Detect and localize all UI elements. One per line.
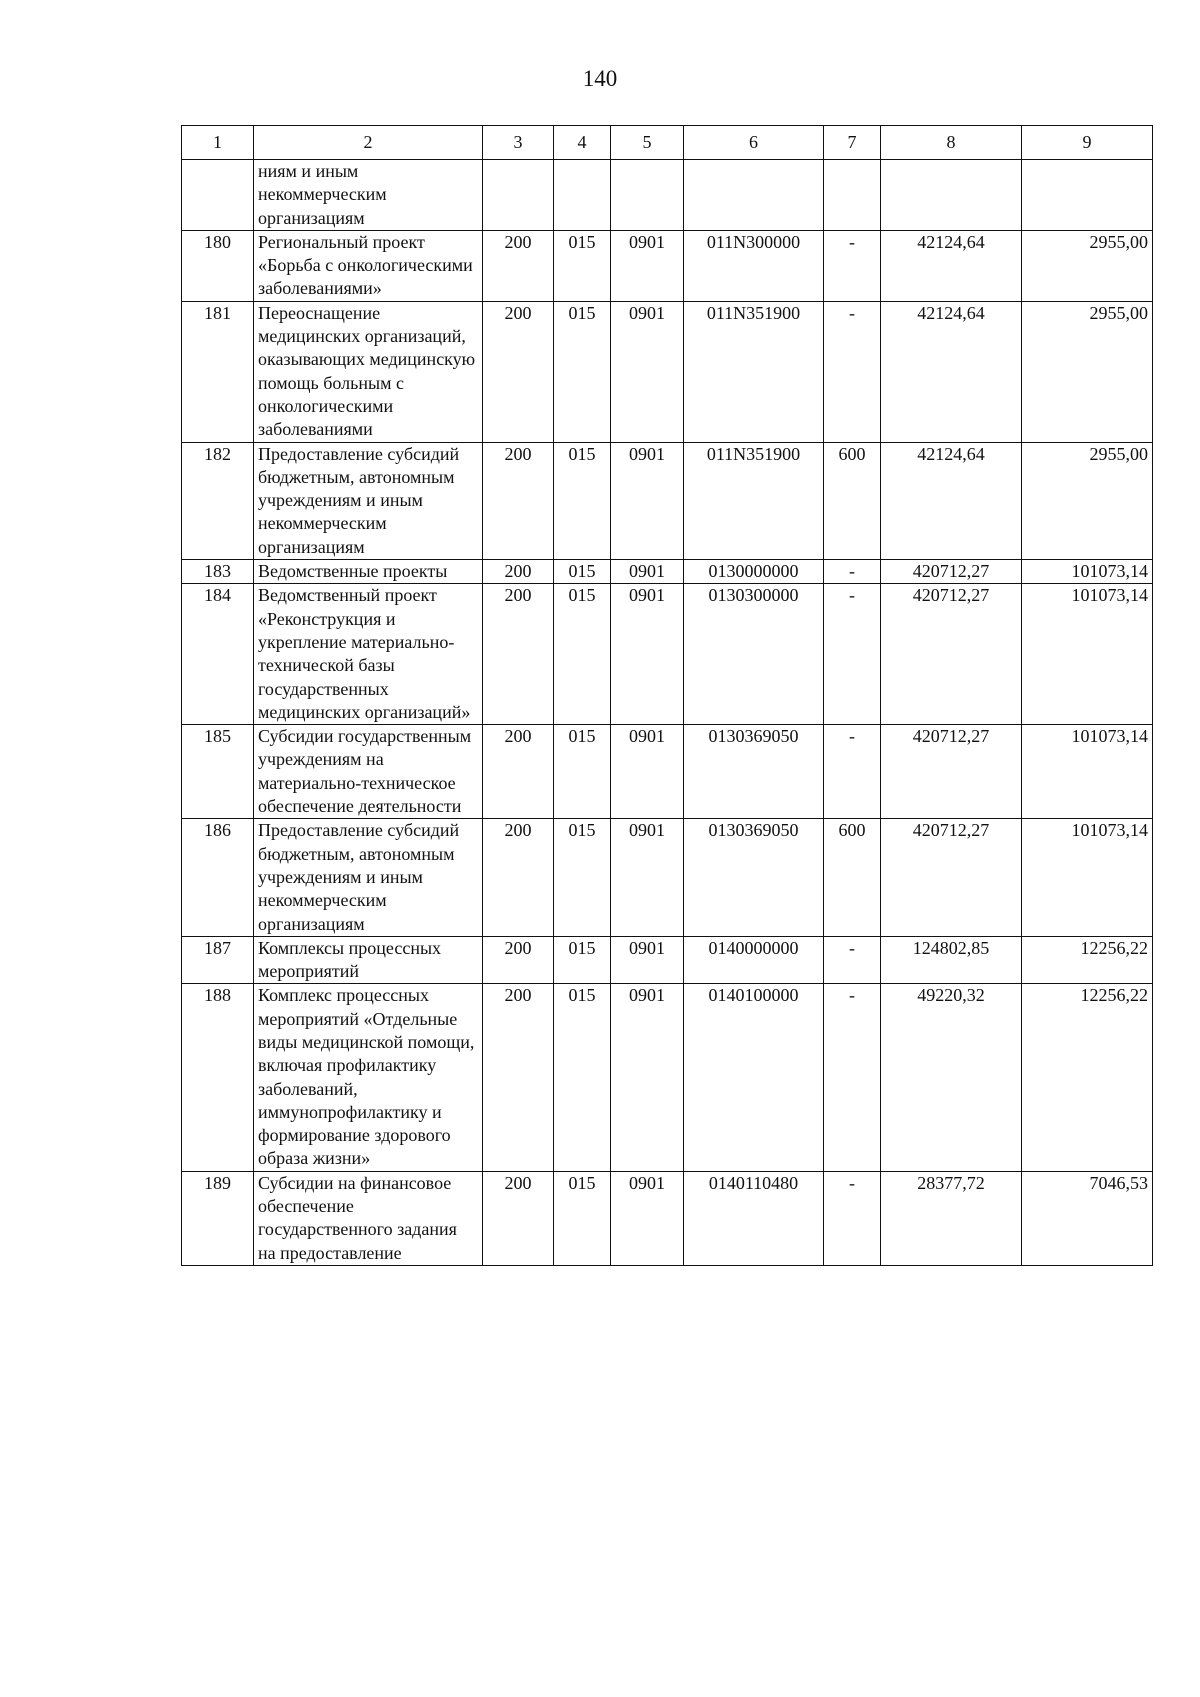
- amount-cell: [881, 160, 1022, 231]
- table-row: [182, 230, 1153, 301]
- target-code-cell: [684, 160, 824, 231]
- target-code-cell: 0130369050: [684, 819, 824, 936]
- amount-cell-2: 7046,53: [1022, 1171, 1153, 1265]
- ministry-code-cell: 015: [554, 584, 611, 725]
- item-name-cell: Ведомственные проекты: [254, 560, 483, 584]
- code-cell: 200: [483, 936, 554, 984]
- target-code-cell: 011N351900: [684, 442, 824, 559]
- expense-type-cell: -: [824, 936, 881, 984]
- code-cell: 200: [483, 819, 554, 936]
- ministry-code-cell: 015: [554, 819, 611, 936]
- ministry-code-cell: 015: [554, 230, 611, 301]
- row-number-cell: 181: [182, 301, 254, 442]
- column-header: 1: [182, 126, 254, 160]
- column-header: 2: [254, 126, 483, 160]
- amount-cell: 49220,32: [881, 984, 1022, 1171]
- amount-cell-2: 12256,22: [1022, 936, 1153, 984]
- target-code-cell: 0140000000: [684, 936, 824, 984]
- expense-type-cell: -: [824, 984, 881, 1171]
- amount-cell: 28377,72: [881, 1171, 1022, 1265]
- amount-cell: 420712,27: [881, 819, 1022, 936]
- ministry-code-cell: 015: [554, 1171, 611, 1265]
- table-row: [182, 984, 1153, 1171]
- item-name-cell: Субсидии государственным учреждениям на материально-техническое обеспечение деятельности: [254, 725, 483, 819]
- section-code-cell: 0901: [611, 984, 684, 1171]
- code-cell: 200: [483, 584, 554, 725]
- amount-cell: 420712,27: [881, 584, 1022, 725]
- amount-cell: 124802,85: [881, 936, 1022, 984]
- item-name-cell: Предоставление субсидий бюджетным, автономным учреждениям и иным некоммерческим организациям: [254, 819, 483, 936]
- ministry-code-cell: 015: [554, 301, 611, 442]
- column-header: 4: [554, 126, 611, 160]
- column-header: 6: [684, 126, 824, 160]
- amount-cell-2: 101073,14: [1022, 819, 1153, 936]
- section-code-cell: 0901: [611, 560, 684, 584]
- section-code-cell: 0901: [611, 1171, 684, 1265]
- target-code-cell: 0130000000: [684, 560, 824, 584]
- row-number-cell: 185: [182, 725, 254, 819]
- section-code-cell: 0901: [611, 819, 684, 936]
- expense-type-cell: -: [824, 560, 881, 584]
- amount-cell-2: 101073,14: [1022, 584, 1153, 725]
- expense-type-cell: -: [824, 1171, 881, 1265]
- target-code-cell: 0130369050: [684, 725, 824, 819]
- item-name-cell: ниям и иным некоммерческим организациям: [254, 160, 483, 231]
- ministry-code-cell: 015: [554, 936, 611, 984]
- table-row: [182, 301, 1153, 442]
- ministry-code-cell: 015: [554, 560, 611, 584]
- amount-cell-2: 101073,14: [1022, 560, 1153, 584]
- target-code-cell: 0140110480: [684, 1171, 824, 1265]
- code-cell: [483, 160, 554, 231]
- row-number-cell: [182, 160, 254, 231]
- item-name-cell: Региональный проект «Борьба с онкологическими заболеваниями»: [254, 230, 483, 301]
- item-name-cell: Комплекс процессных мероприятий «Отдельные виды медицинской помощи, включая профилактику заболеваний, иммунопрофилактику и формирование здорового образа жизни»: [254, 984, 483, 1171]
- amount-cell-2: [1022, 160, 1153, 231]
- expense-type-cell: -: [824, 584, 881, 725]
- item-name-cell: Переоснащение медицинских организаций, оказывающих медицинскую помощь больным с онкологическими заболеваниями: [254, 301, 483, 442]
- ministry-code-cell: 015: [554, 984, 611, 1171]
- row-number-cell: 180: [182, 230, 254, 301]
- column-header: 9: [1022, 126, 1153, 160]
- ministry-code-cell: 015: [554, 442, 611, 559]
- amount-cell: 42124,64: [881, 230, 1022, 301]
- amount-cell-2: 2955,00: [1022, 301, 1153, 442]
- section-code-cell: 0901: [611, 230, 684, 301]
- section-code-cell: 0901: [611, 725, 684, 819]
- table-row: [182, 936, 1153, 984]
- target-code-cell: 011N300000: [684, 230, 824, 301]
- page-number: 140: [582, 66, 618, 91]
- table-body: [182, 160, 1153, 1266]
- code-cell: 200: [483, 301, 554, 442]
- table-row: [182, 584, 1153, 725]
- amount-cell-2: 101073,14: [1022, 725, 1153, 819]
- target-code-cell: 011N351900: [684, 301, 824, 442]
- section-code-cell: 0901: [611, 442, 684, 559]
- item-name-cell: Субсидии на финансовое обеспечение государственного задания на предоставление: [254, 1171, 483, 1265]
- amount-cell-2: 2955,00: [1022, 230, 1153, 301]
- table-row: [182, 725, 1153, 819]
- item-name-cell: Предоставление субсидий бюджетным, автономным учреждениям и иным некоммерческим организациям: [254, 442, 483, 559]
- column-header: 8: [881, 126, 1022, 160]
- row-number-cell: 183: [182, 560, 254, 584]
- table-row: [182, 442, 1153, 559]
- item-name-cell: Комплексы процессных мероприятий: [254, 936, 483, 984]
- code-cell: 200: [483, 725, 554, 819]
- amount-cell: 420712,27: [881, 725, 1022, 819]
- row-number-cell: 184: [182, 584, 254, 725]
- section-code-cell: 0901: [611, 936, 684, 984]
- target-code-cell: 0140100000: [684, 984, 824, 1171]
- row-number-cell: 189: [182, 1171, 254, 1265]
- table-row: [182, 160, 1153, 231]
- amount-cell: 42124,64: [881, 442, 1022, 559]
- table-row: [182, 560, 1153, 584]
- amount-cell-2: 2955,00: [1022, 442, 1153, 559]
- code-cell: 200: [483, 560, 554, 584]
- code-cell: 200: [483, 230, 554, 301]
- section-code-cell: [611, 160, 684, 231]
- ministry-code-cell: [554, 160, 611, 231]
- row-number-cell: 187: [182, 936, 254, 984]
- code-cell: 200: [483, 1171, 554, 1265]
- row-number-cell: 188: [182, 984, 254, 1171]
- section-code-cell: 0901: [611, 301, 684, 442]
- amount-cell-2: 12256,22: [1022, 984, 1153, 1171]
- section-code-cell: 0901: [611, 584, 684, 725]
- budget-table: [181, 125, 1153, 1266]
- column-header: 5: [611, 126, 684, 160]
- code-cell: 200: [483, 984, 554, 1171]
- table-row: [182, 1171, 1153, 1265]
- row-number-cell: 186: [182, 819, 254, 936]
- ministry-code-cell: 015: [554, 725, 611, 819]
- header-row: [182, 126, 1153, 160]
- column-header: 7: [824, 126, 881, 160]
- expense-type-cell: -: [824, 725, 881, 819]
- expense-type-cell: 600: [824, 442, 881, 559]
- column-header: 3: [483, 126, 554, 160]
- code-cell: 200: [483, 442, 554, 559]
- expense-type-cell: 600: [824, 819, 881, 936]
- target-code-cell: 0130300000: [684, 584, 824, 725]
- amount-cell: 420712,27: [881, 560, 1022, 584]
- item-name-cell: Ведомственный проект «Реконструкция и укрепление материально-технической базы государственных медицинских организаций»: [254, 584, 483, 725]
- expense-type-cell: -: [824, 230, 881, 301]
- expense-type-cell: [824, 160, 881, 231]
- expense-type-cell: -: [824, 301, 881, 442]
- table-row: [182, 819, 1153, 936]
- row-number-cell: 182: [182, 442, 254, 559]
- amount-cell: 42124,64: [881, 301, 1022, 442]
